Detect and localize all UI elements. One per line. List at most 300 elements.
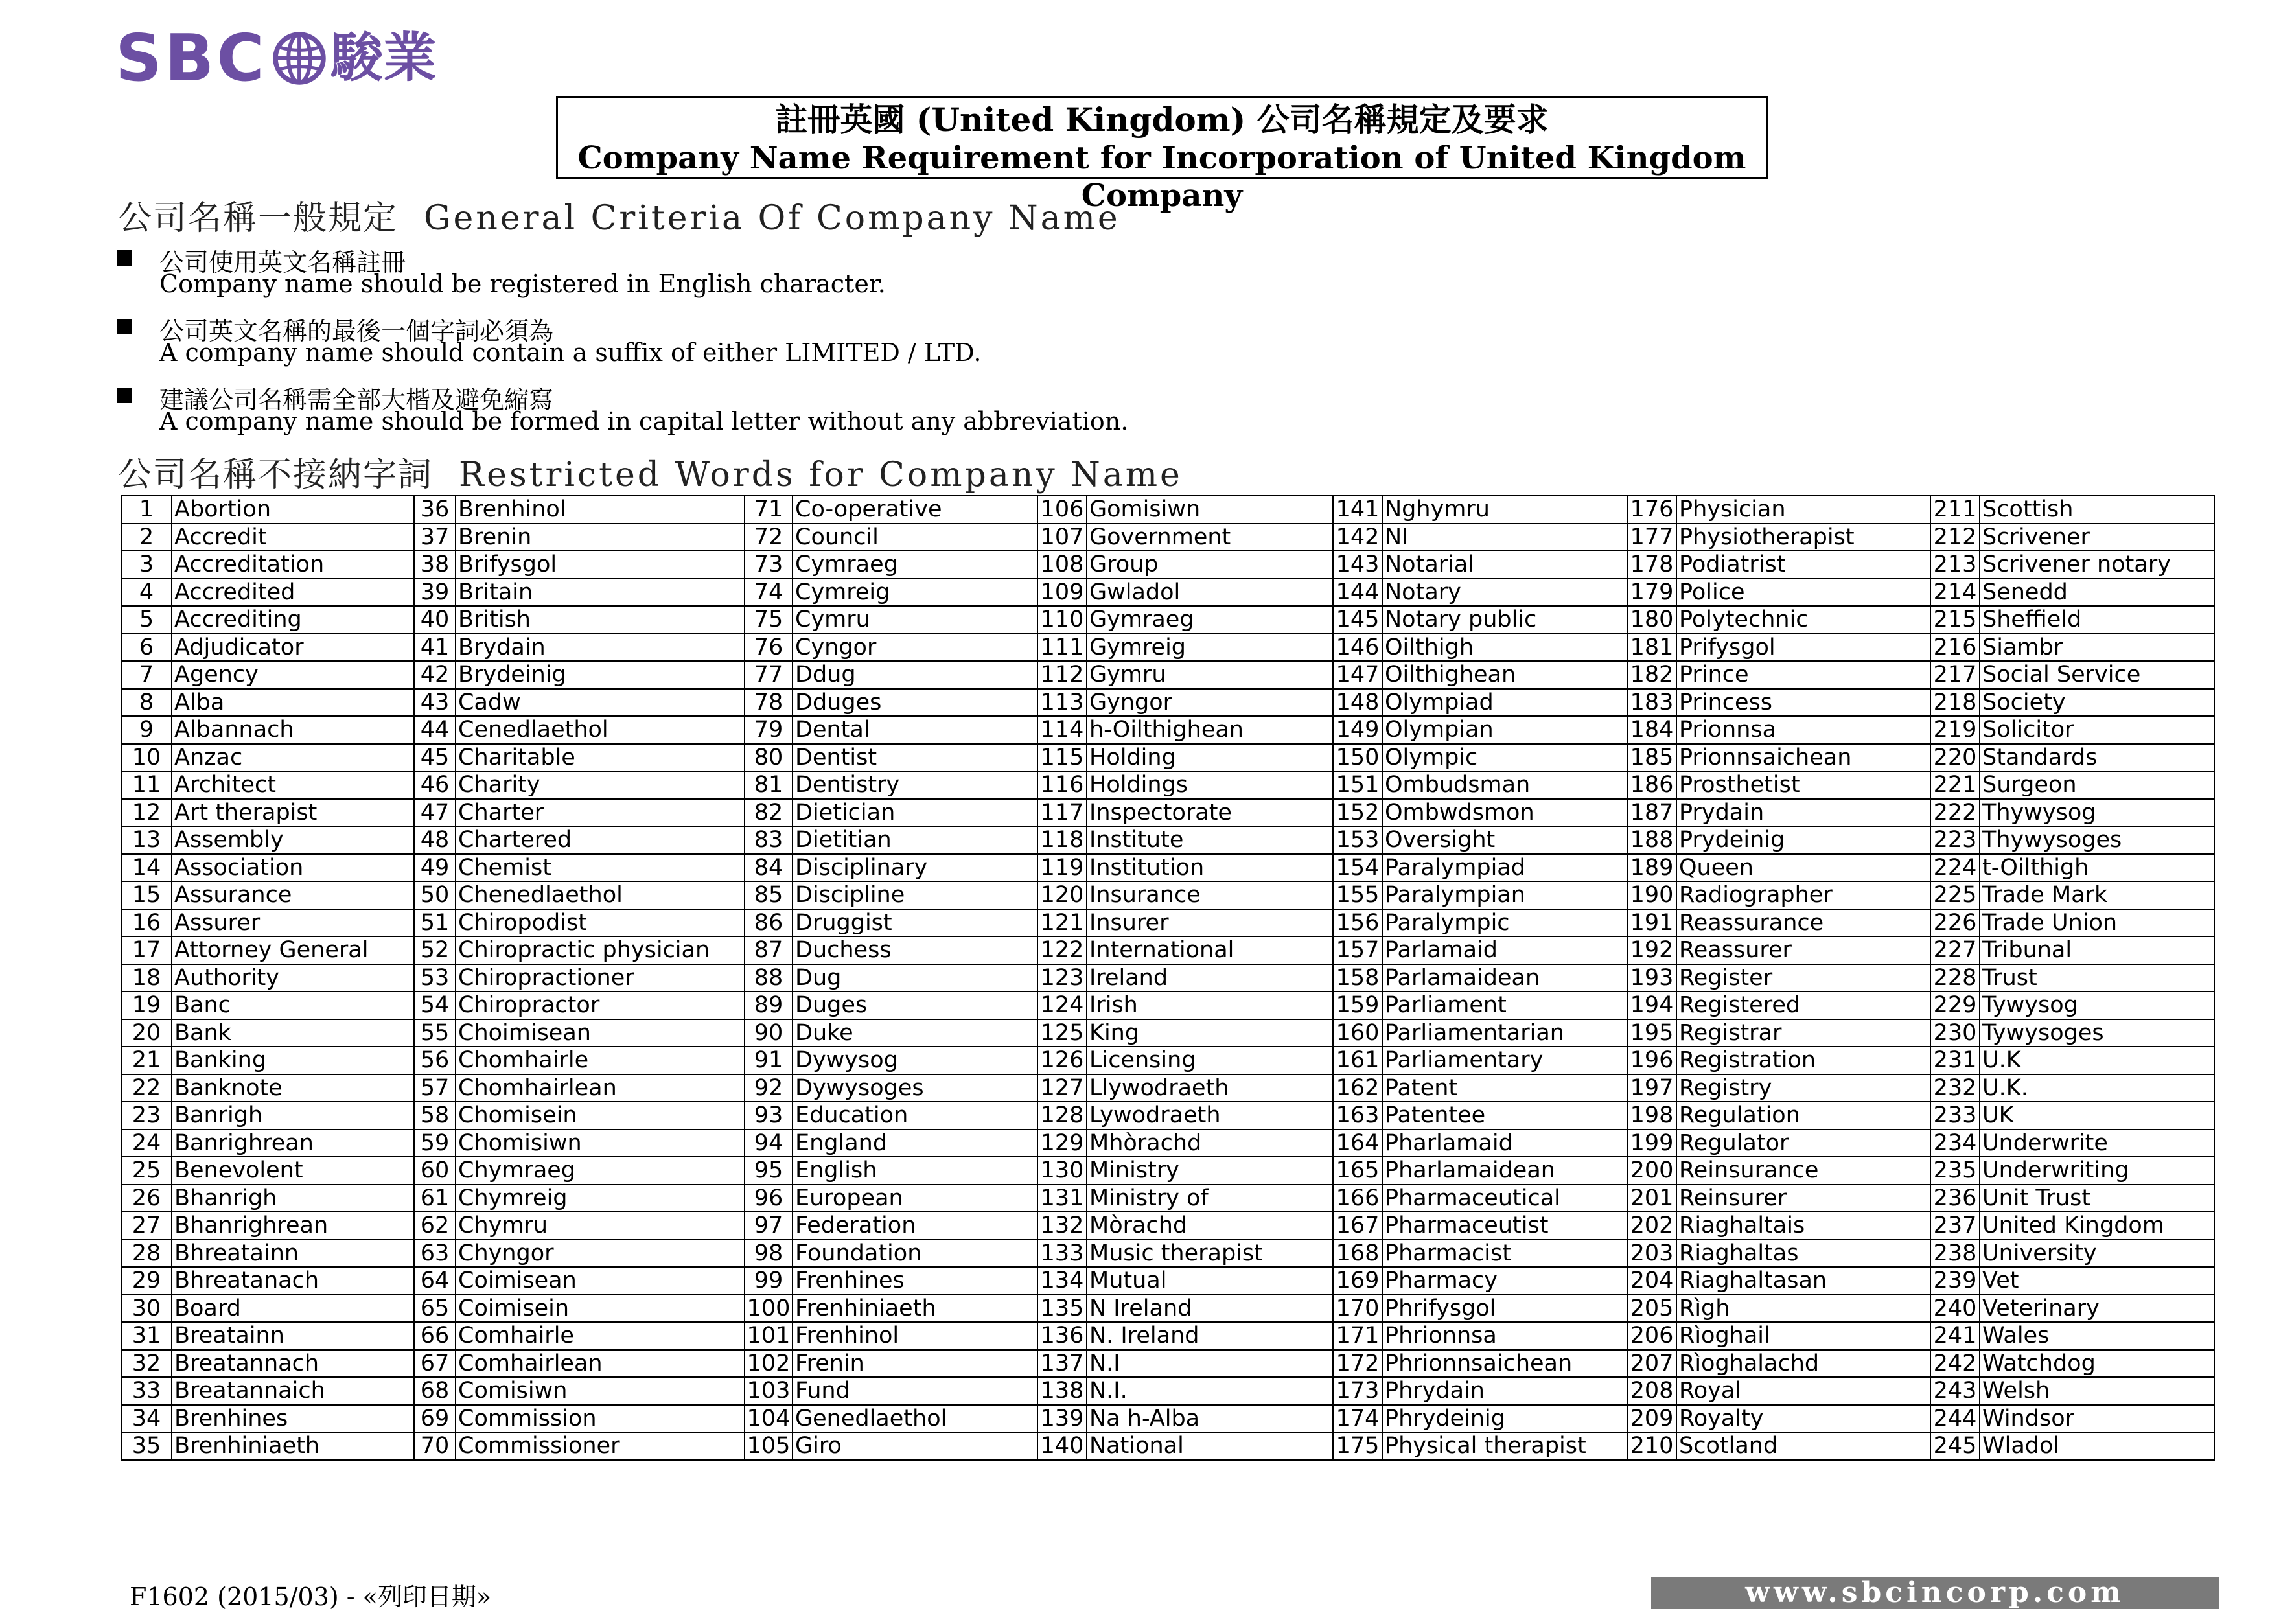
restricted-word: Holdings — [1087, 771, 1333, 799]
word-number: 70 — [414, 1432, 456, 1460]
word-number: 14 — [121, 854, 172, 882]
restricted-word: Solicitor — [1980, 716, 2214, 744]
restricted-word: Gymreig — [1087, 634, 1333, 662]
restricted-word: Chartered — [456, 826, 745, 854]
word-number: 120 — [1037, 881, 1087, 909]
restricted-word: Ministry of — [1087, 1185, 1333, 1212]
word-number: 119 — [1037, 854, 1087, 882]
table-row — [121, 689, 2214, 717]
word-number: 228 — [1930, 964, 1980, 992]
restricted-word: Bhreatanach — [172, 1267, 414, 1295]
word-number: 192 — [1627, 936, 1676, 964]
word-number: 213 — [1930, 551, 1980, 579]
restricted-word: Coimisean — [456, 1267, 745, 1295]
restricted-word: Brydain — [456, 634, 745, 662]
word-number: 150 — [1333, 744, 1382, 772]
word-number: 20 — [121, 1019, 172, 1047]
restricted-word: Chomhairle — [456, 1047, 745, 1074]
word-number: 177 — [1627, 524, 1676, 551]
word-number: 22 — [121, 1074, 172, 1102]
word-number: 3 — [121, 551, 172, 579]
restricted-word: Irish — [1087, 992, 1333, 1019]
restricted-word: Insurance — [1087, 881, 1333, 909]
restricted-word: Albannach — [172, 716, 414, 744]
word-number: 81 — [745, 771, 793, 799]
table-row — [121, 1157, 2214, 1185]
restricted-word: Brenhiniaeth — [172, 1432, 414, 1460]
restricted-word: Chyngor — [456, 1240, 745, 1268]
word-number: 55 — [414, 1019, 456, 1047]
word-number: 13 — [121, 826, 172, 854]
word-number: 86 — [745, 909, 793, 937]
word-number: 60 — [414, 1157, 456, 1185]
restricted-word: Tribunal — [1980, 936, 2214, 964]
word-number: 210 — [1627, 1432, 1676, 1460]
word-number: 132 — [1037, 1212, 1087, 1240]
word-number: 79 — [745, 716, 793, 744]
restricted-word: Notary public — [1382, 606, 1627, 634]
website-banner: www.sbcincorp.com — [1651, 1577, 2219, 1609]
word-number: 85 — [745, 881, 793, 909]
word-number: 11 — [121, 771, 172, 799]
word-number: 62 — [414, 1212, 456, 1240]
restricted-word: Wladol — [1980, 1432, 2214, 1460]
restricted-word: Gomisiwn — [1087, 496, 1333, 524]
table-row — [121, 1240, 2214, 1268]
word-number: 33 — [121, 1377, 172, 1405]
restricted-word: Underwrite — [1980, 1130, 2214, 1157]
restricted-word: Charitable — [456, 744, 745, 772]
table-row — [121, 1295, 2214, 1323]
word-number: 87 — [745, 936, 793, 964]
restricted-word: U.K. — [1980, 1074, 2214, 1102]
word-number: 219 — [1930, 716, 1980, 744]
word-number: 46 — [414, 771, 456, 799]
word-number: 172 — [1333, 1350, 1382, 1378]
word-number: 89 — [745, 992, 793, 1019]
word-number: 47 — [414, 799, 456, 827]
restricted-word: Comhairle — [456, 1322, 745, 1350]
form-code: F1602 (2015/03) - «列印日期» — [130, 1583, 492, 1611]
table-row — [121, 826, 2214, 854]
restricted-word: Choimisean — [456, 1019, 745, 1047]
restricted-word: Cymreig — [793, 579, 1037, 607]
restricted-word: Brydeinig — [456, 661, 745, 689]
word-number: 237 — [1930, 1212, 1980, 1240]
restricted-word: Na h-Alba — [1087, 1405, 1333, 1433]
restricted-word: Patentee — [1382, 1102, 1627, 1130]
restricted-word: Reassurer — [1676, 936, 1930, 964]
restricted-word: Adjudicator — [172, 634, 414, 662]
restricted-word: National — [1087, 1432, 1333, 1460]
word-number: 179 — [1627, 579, 1676, 607]
word-number: 184 — [1627, 716, 1676, 744]
word-number: 67 — [414, 1350, 456, 1378]
restricted-word: Phrydain — [1382, 1377, 1627, 1405]
restricted-word: Duke — [793, 1019, 1037, 1047]
word-number: 51 — [414, 909, 456, 937]
restricted-word: Social Service — [1980, 661, 2214, 689]
word-number: 176 — [1627, 496, 1676, 524]
title-line-1: 註冊英國 (United Kingdom) 公司名稱規定及要求 — [775, 100, 1549, 139]
restricted-word: Trade Mark — [1980, 881, 2214, 909]
table-row — [121, 634, 2214, 662]
restricted-word: Benevolent — [172, 1157, 414, 1185]
word-number: 53 — [414, 964, 456, 992]
restricted-word: Frenin — [793, 1350, 1037, 1378]
word-number: 38 — [414, 551, 456, 579]
restricted-word: Dietitian — [793, 826, 1037, 854]
restricted-word: Architect — [172, 771, 414, 799]
restricted-word: Banknote — [172, 1074, 414, 1102]
restricted-word: Dentistry — [793, 771, 1037, 799]
word-number: 227 — [1930, 936, 1980, 964]
restricted-word: Reassurance — [1676, 909, 1930, 937]
word-number: 155 — [1333, 881, 1382, 909]
table-row — [121, 1102, 2214, 1130]
table-row — [121, 744, 2214, 772]
restricted-word: Princess — [1676, 689, 1930, 717]
table-row — [121, 716, 2214, 744]
word-number: 17 — [121, 936, 172, 964]
restricted-word: Scotland — [1676, 1432, 1930, 1460]
word-number: 156 — [1333, 909, 1382, 937]
restricted-word: Wales — [1980, 1322, 2214, 1350]
restricted-word: UK — [1980, 1102, 2214, 1130]
word-number: 145 — [1333, 606, 1382, 634]
word-number: 16 — [121, 909, 172, 937]
restricted-word: Prionnsaichean — [1676, 744, 1930, 772]
word-number: 57 — [414, 1074, 456, 1102]
restricted-word: Dug — [793, 964, 1037, 992]
word-number: 59 — [414, 1130, 456, 1157]
restricted-word: Society — [1980, 689, 2214, 717]
restricted-word: Mòrachd — [1087, 1212, 1333, 1240]
restricted-word: Cymru — [793, 606, 1037, 634]
table-row — [121, 1047, 2214, 1074]
word-number: 90 — [745, 1019, 793, 1047]
word-number: 1 — [121, 496, 172, 524]
word-number: 95 — [745, 1157, 793, 1185]
word-number: 153 — [1333, 826, 1382, 854]
restricted-word: Olympic — [1382, 744, 1627, 772]
restricted-word: Nghymru — [1382, 496, 1627, 524]
restricted-word: Riaghaltasan — [1676, 1267, 1930, 1295]
word-number: 152 — [1333, 799, 1382, 827]
table-row — [121, 579, 2214, 607]
restricted-word: Mutual — [1087, 1267, 1333, 1295]
word-number: 154 — [1333, 854, 1382, 882]
word-number: 230 — [1930, 1019, 1980, 1047]
restricted-word: Pharmacist — [1382, 1240, 1627, 1268]
restricted-word: Parliament — [1382, 992, 1627, 1019]
word-number: 174 — [1333, 1405, 1382, 1433]
restricted-word: Banrigh — [172, 1102, 414, 1130]
restricted-word: European — [793, 1185, 1037, 1212]
restricted-words-table — [121, 495, 2215, 1461]
restricted-word: Pharmacy — [1382, 1267, 1627, 1295]
restricted-word: Watchdog — [1980, 1350, 2214, 1378]
table-row — [121, 1405, 2214, 1433]
restricted-word: Commission — [456, 1405, 745, 1433]
word-number: 83 — [745, 826, 793, 854]
word-number: 180 — [1627, 606, 1676, 634]
word-number: 26 — [121, 1185, 172, 1212]
restricted-word: Association — [172, 854, 414, 882]
restricted-word: Anzac — [172, 744, 414, 772]
restricted-word: Dental — [793, 716, 1037, 744]
table-row — [121, 496, 2214, 524]
table-row — [121, 799, 2214, 827]
word-number: 6 — [121, 634, 172, 662]
document-title — [556, 96, 1768, 214]
restricted-word: Chemist — [456, 854, 745, 882]
word-number: 189 — [1627, 854, 1676, 882]
word-number: 211 — [1930, 496, 1980, 524]
globe-icon — [272, 31, 327, 86]
word-number: 229 — [1930, 992, 1980, 1019]
word-number: 126 — [1037, 1047, 1087, 1074]
word-number: 122 — [1037, 936, 1087, 964]
word-number: 242 — [1930, 1350, 1980, 1378]
word-number: 127 — [1037, 1074, 1087, 1102]
word-number: 12 — [121, 799, 172, 827]
restricted-word: Bhreatainn — [172, 1240, 414, 1268]
restricted-word: Duges — [793, 992, 1037, 1019]
restricted-word: Banking — [172, 1047, 414, 1074]
word-number: 198 — [1627, 1102, 1676, 1130]
restricted-word: Register — [1676, 964, 1930, 992]
heading-zh: 公司名稱一般規定 — [118, 199, 399, 238]
restricted-word: Phrionnsaichean — [1382, 1350, 1627, 1378]
word-number: 170 — [1333, 1295, 1382, 1323]
restricted-word: Chiropractor — [456, 992, 745, 1019]
restricted-word: Mhòrachd — [1087, 1130, 1333, 1157]
restricted-word: Scrivener notary — [1980, 551, 2214, 579]
restricted-word: Pharmaceutist — [1382, 1212, 1627, 1240]
restricted-word: Brenhinol — [456, 496, 745, 524]
restricted-word: Tywysoges — [1980, 1019, 2214, 1047]
word-number: 231 — [1930, 1047, 1980, 1074]
restricted-word: Queen — [1676, 854, 1930, 882]
word-number: 188 — [1627, 826, 1676, 854]
restricted-word: Registry — [1676, 1074, 1930, 1102]
table-row — [121, 1212, 2214, 1240]
restricted-word: Rìgh — [1676, 1295, 1930, 1323]
word-number: 117 — [1037, 799, 1087, 827]
restricted-word: Oilthighean — [1382, 661, 1627, 689]
restricted-word: Cenedlaethol — [456, 716, 745, 744]
restricted-word: Dentist — [793, 744, 1037, 772]
restricted-word: Agency — [172, 661, 414, 689]
word-number: 113 — [1037, 689, 1087, 717]
word-number: 5 — [121, 606, 172, 634]
word-number: 63 — [414, 1240, 456, 1268]
restricted-word: Discipline — [793, 881, 1037, 909]
word-number: 149 — [1333, 716, 1382, 744]
word-number: 125 — [1037, 1019, 1087, 1047]
word-number: 23 — [121, 1102, 172, 1130]
restricted-word: N. Ireland — [1087, 1322, 1333, 1350]
restricted-word: Art therapist — [172, 799, 414, 827]
word-number: 93 — [745, 1102, 793, 1130]
restricted-word: Alba — [172, 689, 414, 717]
word-number: 112 — [1037, 661, 1087, 689]
restricted-word: Veterinary — [1980, 1295, 2214, 1323]
restricted-word: Ombudsman — [1382, 771, 1627, 799]
word-number: 196 — [1627, 1047, 1676, 1074]
restricted-word: Attorney General — [172, 936, 414, 964]
table-row — [121, 1130, 2214, 1157]
word-number: 27 — [121, 1212, 172, 1240]
word-number: 105 — [745, 1432, 793, 1460]
logo-brand: SBC — [115, 20, 267, 96]
word-number: 42 — [414, 661, 456, 689]
restricted-word: Parliamentarian — [1382, 1019, 1627, 1047]
restricted-word: Gymraeg — [1087, 606, 1333, 634]
word-number: 183 — [1627, 689, 1676, 717]
restricted-word: Ireland — [1087, 964, 1333, 992]
criteria-zh: 建議公司名稱需全部大楷及避免縮寫 — [159, 386, 554, 414]
word-number: 185 — [1627, 744, 1676, 772]
word-number: 124 — [1037, 992, 1087, 1019]
word-number: 146 — [1333, 634, 1382, 662]
restricted-word: Paralympian — [1382, 881, 1627, 909]
word-number: 97 — [745, 1212, 793, 1240]
restricted-word: Fund — [793, 1377, 1037, 1405]
word-number: 195 — [1627, 1019, 1676, 1047]
restricted-word: Council — [793, 524, 1037, 551]
word-number: 28 — [121, 1240, 172, 1268]
word-number: 160 — [1333, 1019, 1382, 1047]
restricted-word: Frenhines — [793, 1267, 1037, 1295]
word-number: 56 — [414, 1047, 456, 1074]
word-number: 151 — [1333, 771, 1382, 799]
restricted-word: International — [1087, 936, 1333, 964]
word-number: 49 — [414, 854, 456, 882]
restricted-word: Pharmaceutical — [1382, 1185, 1627, 1212]
logo-chinese: 駿業 — [330, 27, 437, 89]
word-number: 190 — [1627, 881, 1676, 909]
restricted-word: Accreditation — [172, 551, 414, 579]
restricted-word: Bhanrigh — [172, 1185, 414, 1212]
word-number: 73 — [745, 551, 793, 579]
restricted-word: Prosthetist — [1676, 771, 1930, 799]
restricted-word: Gyngor — [1087, 689, 1333, 717]
restricted-word: Breatannaich — [172, 1377, 414, 1405]
word-number: 167 — [1333, 1212, 1382, 1240]
table-row — [121, 1350, 2214, 1378]
restricted-word: Trust — [1980, 964, 2214, 992]
word-number: 116 — [1037, 771, 1087, 799]
word-number: 106 — [1037, 496, 1087, 524]
word-number: 115 — [1037, 744, 1087, 772]
restricted-word: Chomisiwn — [456, 1130, 745, 1157]
word-number: 147 — [1333, 661, 1382, 689]
word-number: 103 — [745, 1377, 793, 1405]
restricted-word: Chiropodist — [456, 909, 745, 937]
restricted-word: Foundation — [793, 1240, 1037, 1268]
company-logo — [115, 20, 437, 96]
word-number: 107 — [1037, 524, 1087, 551]
restricted-word: Charity — [456, 771, 745, 799]
restricted-word: Druggist — [793, 909, 1037, 937]
table-row — [121, 854, 2214, 882]
word-number: 98 — [745, 1240, 793, 1268]
restricted-word: Dduges — [793, 689, 1037, 717]
heading-en: General Criteria Of Company Name — [424, 199, 1120, 238]
word-number: 204 — [1627, 1267, 1676, 1295]
restricted-word: Chomhairlean — [456, 1074, 745, 1102]
word-number: 221 — [1930, 771, 1980, 799]
restricted-word: Comhairlean — [456, 1350, 745, 1378]
word-number: 144 — [1333, 579, 1382, 607]
word-number: 7 — [121, 661, 172, 689]
word-number: 162 — [1333, 1074, 1382, 1102]
word-number: 100 — [745, 1295, 793, 1323]
restricted-word: Parlamaid — [1382, 936, 1627, 964]
word-number: 197 — [1627, 1074, 1676, 1102]
word-number: 225 — [1930, 881, 1980, 909]
word-number: 193 — [1627, 964, 1676, 992]
restricted-word: Accredit — [172, 524, 414, 551]
word-number: 217 — [1930, 661, 1980, 689]
word-number: 64 — [414, 1267, 456, 1295]
word-number: 186 — [1627, 771, 1676, 799]
restricted-word: Frenhinol — [793, 1322, 1037, 1350]
restricted-word: Institute — [1087, 826, 1333, 854]
word-number: 159 — [1333, 992, 1382, 1019]
word-number: 140 — [1037, 1432, 1087, 1460]
restricted-word: Prydain — [1676, 799, 1930, 827]
restricted-word: Charter — [456, 799, 745, 827]
restricted-word: Lywodraeth — [1087, 1102, 1333, 1130]
restricted-word: Parliamentary — [1382, 1047, 1627, 1074]
word-number: 130 — [1037, 1157, 1087, 1185]
word-number: 233 — [1930, 1102, 1980, 1130]
table-row — [121, 606, 2214, 634]
word-number: 72 — [745, 524, 793, 551]
word-number: 222 — [1930, 799, 1980, 827]
word-number: 142 — [1333, 524, 1382, 551]
table-row — [121, 936, 2214, 964]
table-row — [121, 1074, 2214, 1102]
table-row — [121, 1267, 2214, 1295]
word-number: 66 — [414, 1322, 456, 1350]
word-number: 218 — [1930, 689, 1980, 717]
criteria-zh: 公司英文名稱的最後一個字詞必須為 — [159, 317, 554, 345]
word-number: 110 — [1037, 606, 1087, 634]
word-number: 15 — [121, 881, 172, 909]
word-number: 244 — [1930, 1405, 1980, 1433]
restricted-word: Police — [1676, 579, 1930, 607]
restricted-word: Gymru — [1087, 661, 1333, 689]
word-number: 39 — [414, 579, 456, 607]
restricted-word: Vet — [1980, 1267, 2214, 1295]
word-number: 118 — [1037, 826, 1087, 854]
restricted-word: Inspectorate — [1087, 799, 1333, 827]
word-number: 18 — [121, 964, 172, 992]
word-number: 139 — [1037, 1405, 1087, 1433]
restricted-word: Gwladol — [1087, 579, 1333, 607]
table-row — [121, 992, 2214, 1019]
restricted-word: Ddug — [793, 661, 1037, 689]
word-number: 4 — [121, 579, 172, 607]
restricted-word: t-Oilthigh — [1980, 854, 2214, 882]
word-number: 111 — [1037, 634, 1087, 662]
restricted-word: Prince — [1676, 661, 1930, 689]
table-row — [121, 771, 2214, 799]
